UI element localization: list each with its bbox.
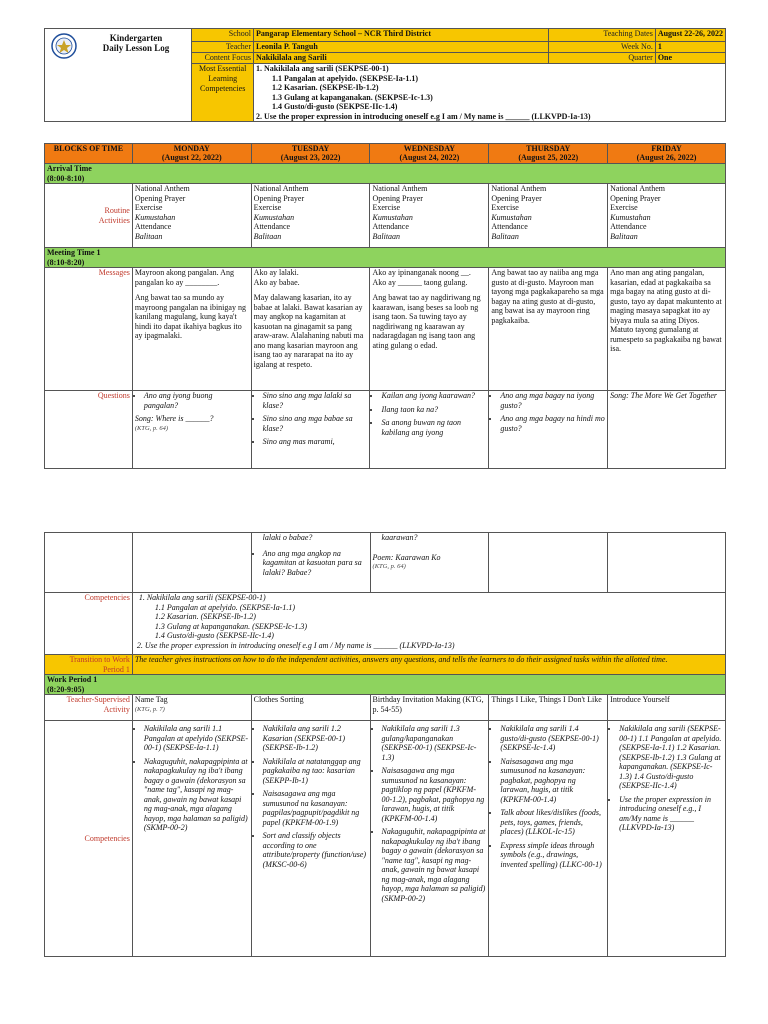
tuesday-date: (August 23, 2022) <box>280 153 341 162</box>
messages-label: Messages <box>45 268 133 391</box>
transition-label-line2: Period 1 <box>102 664 130 674</box>
tsa-cell-thursday <box>489 695 608 721</box>
activity-title: Birthday Invitation Making (KTG, p. 54-55) <box>372 695 484 714</box>
continued-cell-tuesday <box>251 533 370 593</box>
competency-item: • Nakaguguhit, nakapagpipinta at nakapagkukulay ng iba't ibang bagay o gawain (dekorasyon sa "name tag", kasapi ng mag-anak, gawain ng bawat kasapi ng mag-anak, mga alagang hayop, mga halaman sa paligid) (SKMP-00-2) <box>382 827 487 903</box>
teaching-dates-value: August 22-26, 2022 <box>655 29 725 42</box>
routine-cell-monday <box>132 184 251 248</box>
routine-item: National Anthem <box>134 184 190 193</box>
friday-header <box>608 144 726 164</box>
work-period-range: (8:20-9:05) <box>47 684 85 694</box>
header-title-line2: Daily Lesson Log <box>102 43 170 53</box>
routine-activities-label <box>45 184 133 248</box>
questions-cell-wednesday <box>370 391 489 469</box>
message-paragraph: Mayroon akong pangalan. Ang pangalan ko ay ________. <box>134 268 234 287</box>
routine-item: Exercise <box>610 203 638 212</box>
messages-cell-tuesday <box>251 268 370 391</box>
routine-item: Kumustahan <box>134 212 176 222</box>
routine-item: Kumustahan <box>372 212 413 222</box>
routine-item: Opening Prayer <box>134 193 186 203</box>
continued-cell-friday <box>608 533 726 593</box>
tsa-label-line1: Teacher-Supervised <box>66 695 130 704</box>
question-item: • Sino sino ang mga lalaki sa klase? <box>263 391 368 410</box>
routine-item: Balitaan <box>610 231 638 241</box>
question-item: • Sino sino ang mga babae sa klase? <box>263 414 368 433</box>
competency-item: • Naisasagawa ang mga sumusunod na kasanayan: pagtiklop ng papel (KPKFM-00-1.2), pagbakat, paghopya ng larawan, hugis, at titik (KPKFM-00-1.4) <box>382 766 487 823</box>
thursday-date: (August 25, 2022) <box>518 153 579 162</box>
message-paragraph: Ako ay ipinanganak noong __. <box>372 268 471 277</box>
tsa-cell-friday <box>608 695 726 721</box>
teaching-dates-label: Teaching Dates <box>549 29 656 42</box>
continued-cell-monday <box>132 533 251 593</box>
work-period-title: Work Period 1 <box>47 675 98 684</box>
questions-label: Questions <box>45 391 133 469</box>
quarter-label: Quarter <box>549 53 656 64</box>
routine-cell-friday <box>608 184 726 248</box>
question-item: • Ano ang mga angkop na kagamitan at kasuotan para sa lalaki? Babae? <box>263 549 368 578</box>
continued-cell-thursday <box>489 533 608 593</box>
daily-schedule-table-page1 <box>44 143 726 469</box>
teacher-supervised-label <box>45 695 133 721</box>
competencies-label: Competencies <box>45 593 133 655</box>
competency-item: • Naisasagawa ang mga sumusunod na kasanayan: pagpilas/pagpupit/pagdikit ng papel (KPKFM-00-1.9) <box>263 789 368 827</box>
routine-item: Attendance <box>372 222 409 231</box>
competency-item: • Nakaguguhit, nakapagpipinta at nakapagkukulay ng iba't ibang bagay o gawain (dekorasyon sa "name tag", kasapi ng mag-anak, gawain ng bawat kasapi ng mag-anak, mga alagang hayop, mga halaman sa paligid) (SKMP-00-2) <box>144 757 249 833</box>
routine-item: Opening Prayer <box>372 193 423 203</box>
routine-item: Kumustahan <box>491 212 532 222</box>
thursday-label: THURSDAY <box>526 144 571 153</box>
friday-date: (August 26, 2022) <box>636 153 697 162</box>
header-title-line1: Kindergarten <box>109 33 163 43</box>
questions-cell-thursday <box>489 391 608 469</box>
routine-item: Attendance <box>253 222 291 231</box>
teacher-value: Leonila P. Tanguh <box>254 42 549 53</box>
daily-schedule-table-page2 <box>44 532 726 957</box>
message-paragraph: Ang bawat tao sa mundo ay mayroong pangalan na ibinigay ng kanilang magulang, kung kaya't hindi ito dapat ikahiya bagkus ito ay ipagmalaki. <box>134 293 246 340</box>
competencies-cell-thursday <box>489 721 608 957</box>
routine-label-line2: Activities <box>98 215 130 225</box>
competencies-cell-friday <box>608 721 726 957</box>
question-continuation: kaarawan? <box>381 533 418 542</box>
arrival-time-range: (8:00-8:10) <box>47 173 85 183</box>
tuesday-header <box>251 144 370 164</box>
wednesday-date: (August 24, 2022) <box>399 153 460 162</box>
message-paragraph: May dalawang kasarian, ito ay babae at lalaki. Bawat kasarian ay may angkop na kagamitan at kasuotan na ginagamit sa pang araw-araw. Alalahaning nabuti ma ano mang kasarian mayroon ang isang tao ay nararapat na ito ay igalang at respeto. <box>253 293 364 369</box>
message-paragraph: Ang bawat tao ay nagdiriwang ng kaarawan, isang beses sa loob ng isang taon. Sa tuwing tayo ay nagdiriwang ng kaarawan ay nadaragdagan ng isang taon ang ating gulang o edad. <box>372 293 481 350</box>
routine-label-line1: Routine <box>104 206 130 215</box>
monday-header <box>132 144 251 164</box>
transition-text: The teacher gives instructions on how to do the independent activities, answers any questions, and tells the learners to do their assigned tasks within the allotted time. <box>132 655 725 675</box>
routine-item: Opening Prayer <box>491 193 542 203</box>
routine-item: Opening Prayer <box>610 193 661 203</box>
routine-item: Balitaan <box>253 231 282 241</box>
mel-label-line3: Competencies <box>199 84 246 93</box>
mel-item: 1.2 Kasarian. (SEKPSE-Ib-1.2) <box>272 83 379 92</box>
competency-item: 1.1 Pangalan at apelyido. (SEKPSE-Ia-1.1) <box>154 602 296 612</box>
competency-item: • Sort and classify objects according to one attribute/property (function/use) (MKSC-00-6) <box>263 831 368 869</box>
week-value: 1 <box>655 42 725 53</box>
content-focus-label: Content Focus <box>192 53 254 64</box>
mel-item: 1. Nakikilala ang sarili (SEKPSE-00-1) <box>256 64 389 73</box>
competency-item: • Nakikilala ang sarili 1.2 Kasarian (SEKPSE-00-1) (SEKPSE-Ib-1.2) <box>263 724 368 753</box>
competency-item: • Naisasagawa ang mga sumusunod na kasanayan: pagbakat, paghopya ng larawan, hugis, at titik (KPKFM-00-1.4) <box>500 757 605 805</box>
tsa-cell-wednesday <box>370 695 489 721</box>
routine-item: National Anthem <box>253 184 309 193</box>
routine-item: Exercise <box>253 203 282 212</box>
activity-title: Clothes Sorting <box>253 695 304 704</box>
questions-cell-tuesday <box>251 391 370 469</box>
competency-item: • Nakikilala ang sarili (SEKPSE-00-1) 1.1 Pangalan at apelyido. (SEKPSE-Ia-1.1) 1.2 Kasarian. (SEKPSE-Ib-1.2) 1.3 Gulang at kapanganakan. (SEKPSE-Ic-1.3) 1.4 Gusto/di-gusto (SEKPSE-IIc-1.4) <box>619 724 723 791</box>
message-paragraph: Ano man ang ating pangalan, kasarian, edad at pagkakaiba sa mga bagay na ating gusto at di-gusto, tayo ay dapat makuntento at maging masaya sapagkat ito ay biyaya mula sa ating Diyos. Matuto tayong gumalang at rumespeto sa pagkakaiba ng bawat isa. <box>610 268 722 353</box>
monday-label: MONDAY <box>173 144 210 153</box>
mel-label <box>192 64 254 122</box>
activity-title: Things I Like, Things I Don't Like <box>491 695 602 704</box>
routine-item: Balitaan <box>491 231 519 241</box>
transition-label <box>45 655 133 675</box>
competencies-list <box>132 593 725 655</box>
questions-cell-monday <box>132 391 251 469</box>
tuesday-label: TUESDAY <box>291 144 330 153</box>
question-item: • Ilang taon ka na? <box>381 405 486 415</box>
competency-item: • Nakikilala ang sarili 1.4 gusto/di-gusto (SEKPSE-00-1) (SEKPSE-Ic-1.4) <box>500 724 605 753</box>
routine-cell-thursday <box>489 184 608 248</box>
arrival-time-row <box>45 164 726 184</box>
quarter-value: One <box>655 53 725 64</box>
competencies-cell-monday <box>132 721 251 957</box>
mel-item: 1.3 Gulang at kapanganakan. (SEKPSE-Ic-1.3) <box>272 92 433 102</box>
mel-label-line1: Most Essential <box>198 64 247 73</box>
competency-item: • Nakikilala ang sarili 1.3 gulang/kapanganakan (SEKPSE-00-1) (SEKPSE-Ic-1.3) <box>382 724 487 762</box>
question-item: • Sa anong buwan ng taon kabilang ang iyong <box>381 418 486 437</box>
routine-item: Attendance <box>491 222 528 231</box>
thursday-header <box>489 144 608 164</box>
mel-label-line2: Learning <box>208 74 238 83</box>
teacher-label: Teacher <box>192 42 254 53</box>
reference-note: (KTG, p. 64) <box>372 563 406 570</box>
competency-item: • Use the proper expression in introducing oneself e.g., I am/My name is ______ (LLKVPD-Ia-13) <box>619 795 723 833</box>
routine-item: Kumustahan <box>610 212 651 222</box>
arrival-time-title: Arrival Time <box>47 164 92 173</box>
school-value: Pangarap Elementary School – NCR Third District <box>254 29 549 42</box>
work-period-row <box>45 675 726 695</box>
message-paragraph: Ako ay ______ taong gulang. <box>372 277 468 287</box>
routine-item: Kumustahan <box>253 212 295 222</box>
week-label: Week No. <box>549 42 656 53</box>
wednesday-label: WEDNESDAY <box>403 144 456 153</box>
routine-item: National Anthem <box>610 184 666 193</box>
blocks-of-time-header: BLOCKS OF TIME <box>45 144 133 164</box>
questions-cell-friday <box>608 391 726 469</box>
mel-item: 2. Use the proper expression in introducing oneself e.g I am / My name is ______ (LLKVPD-Ia-13) <box>256 111 591 121</box>
question-item: • Ano ang iyong buong pangalan? <box>144 391 249 410</box>
competency-item: • Express simple ideas through symbols (e.g., drawings, invented spelling) (LLKC-00-1) <box>500 841 605 870</box>
poem-title: Poem: Kaarawan Ko <box>372 552 441 562</box>
continued-cell-wednesday <box>370 533 489 593</box>
competency-item: • Talk about likes/dislikes (foods, pets, toys, games, friends, places) (LLKOL-Ic-15) <box>500 808 605 837</box>
competency-item: 1.2 Kasarian. (SEKPSE-Ib-1.2) <box>154 612 256 621</box>
friday-label: FRIDAY <box>651 144 682 153</box>
lesson-header-table <box>44 28 726 122</box>
question-item: • Ano ang mga bagay na hindi mo gusto? <box>500 414 605 433</box>
routine-item: Balitaan <box>372 231 401 241</box>
header-title-cell <box>45 29 192 122</box>
reference-note: (KTG, p. 64) <box>134 424 169 432</box>
question-continuation: lalaki o babae? <box>262 533 313 542</box>
competency-item: • Nakikilala ang sarili 1.1 Pangalan at apelyido (SEKPSE-00-1) (SEKPSE-Ia-1.1) <box>144 724 249 753</box>
message-paragraph: Ako ay babae. <box>253 277 300 287</box>
question-item: • Kailan ang iyong kaarawan? <box>381 391 486 401</box>
continued-label-cell <box>45 533 133 593</box>
mel-item: 1.1 Pangalan at apelyido. (SEKPSE-Ia-1.1) <box>272 73 419 83</box>
monday-date: (August 22, 2022) <box>161 153 222 162</box>
messages-cell-wednesday <box>370 268 489 391</box>
tsa-cell-monday <box>132 695 251 721</box>
meeting-time-row <box>45 248 726 268</box>
competencies-cell-tuesday <box>251 721 370 957</box>
question-item: • Sino ang mas marami, <box>263 437 368 447</box>
reference-note: (KTG, p. 7) <box>134 705 165 713</box>
competency-item: 1.4 Gusto/di-gusto (SEKPSE-IIc-1.4) <box>154 631 274 640</box>
competency-item: • Nakikilala at natatanggap ang pagkakaiba ng tao: kasarian (SEKPP-Ib-1) <box>263 757 368 786</box>
routine-item: Exercise <box>372 203 401 212</box>
message-paragraph: Ang bawat tao ay naiiba ang mga gusto at di-gusto. Mayroon man tayong mga pagkakapareho sa mga bagay na ating gusto at di-gusto, ang bawat isa ay mayroon ring pagkakaiba. <box>491 268 604 325</box>
competency-item: 2. Use the proper expression in introducing oneself e.g I am / My name is ______ (LLKVPD-Ia-13) <box>136 640 455 650</box>
messages-cell-monday <box>132 268 251 391</box>
tsa-label-line2: Activity <box>103 704 130 714</box>
activity-title: Introduce Yourself <box>610 695 670 704</box>
mel-list <box>254 64 726 122</box>
routine-item: National Anthem <box>491 184 547 193</box>
competencies-label-2: Competencies <box>45 721 133 957</box>
song-title: Song: Where is ______? <box>134 414 214 423</box>
meeting-time-range: (8:10-8:20) <box>47 257 85 267</box>
routine-item: Balitaan <box>134 231 163 241</box>
deped-seal-icon <box>51 33 77 59</box>
wednesday-header <box>370 144 489 164</box>
routine-item: Attendance <box>134 222 172 231</box>
competencies-cell-wednesday <box>370 721 489 957</box>
school-label: School <box>192 29 254 42</box>
routine-cell-wednesday <box>370 184 489 248</box>
routine-item: Opening Prayer <box>253 193 305 203</box>
competency-item: 1.3 Gulang at kapanganakan. (SEKPSE-Ic-1.3) <box>154 621 308 631</box>
question-item: • Ano ang mga bagay na iyong gusto? <box>500 391 605 410</box>
competency-item: 1. Nakikilala ang sarili (SEKPSE-00-1) <box>138 593 266 602</box>
routine-item: National Anthem <box>372 184 428 193</box>
messages-cell-friday <box>608 268 726 391</box>
routine-item: Exercise <box>134 203 163 212</box>
activity-title: Name Tag <box>134 695 168 704</box>
message-paragraph: Ako ay lalaki. <box>253 268 299 277</box>
routine-cell-tuesday <box>251 184 370 248</box>
content-focus-value: Nakikilala ang Sarili <box>254 53 549 64</box>
transition-label-line1: Transition to Work <box>69 655 130 664</box>
meeting-time-title: Meeting Time 1 <box>47 248 101 257</box>
routine-item: Exercise <box>491 203 519 212</box>
messages-cell-thursday <box>489 268 608 391</box>
mel-item: 1.4 Gusto/di-gusto (SEKPSE-IIc-1.4) <box>272 102 398 111</box>
routine-item: Attendance <box>610 222 647 231</box>
song-title: Song: The More We Get Together <box>610 391 718 400</box>
tsa-cell-tuesday <box>251 695 370 721</box>
